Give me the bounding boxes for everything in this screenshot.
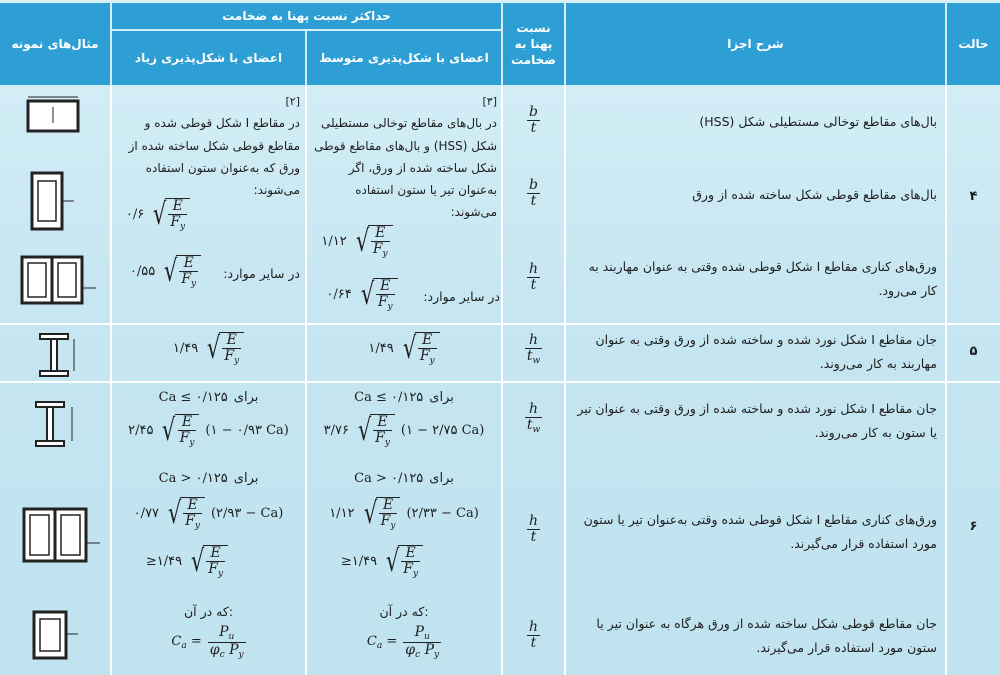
- desc-6-2: ورق‌های کناری مقاطع I شکل قوطی شده وقتی به‌عنوان تیر یا ستون مورد استفاده قرار می‌گیرند.: [583, 512, 937, 551]
- high-f2-coef: ۰/۷۷: [133, 505, 160, 521]
- moderate-4-coef1: ۱/۱۲: [321, 233, 347, 249]
- high-5-formula: ۱/۴۹ √ $\frac{E}{F_y}$: [112, 332, 305, 366]
- header-high: [112, 31, 305, 85]
- header-examples: مثال‌های نمونه: [0, 3, 110, 85]
- header-max-ratio: حداکثر نسبت پهنا به ضخامت: [112, 3, 501, 29]
- high-6-f2: ۰/۷۷ √ $\frac{E}{F_y}$ (۲/۹۳ − Ca): [133, 496, 284, 532]
- header-high-label: اعضای با شکل‌پذیری زیاد: [134, 50, 283, 65]
- high-6-f1: ۲/۴۵ √ $\frac{E}{F_y}$ (۱ − ۰/۹۳ Ca): [128, 413, 289, 449]
- high-5-coef: ۱/۴۹: [172, 340, 199, 356]
- cond2: Ca > ۰/۱۲۵: [354, 471, 424, 486]
- cond1: Ca ≤ ۰/۱۲۵: [354, 390, 424, 405]
- moderate-4-formula-2: ۰/۶۴ √ $\frac{E}{F_y}$: [312, 278, 412, 312]
- high-4-coef2: ۰/۵۵: [129, 263, 156, 279]
- moderate-f3: ≥۱/۴۹: [340, 553, 378, 569]
- ratio-den: t: [530, 528, 537, 545]
- moderate-6-f1: ۳/۷۶ √ $\frac{E}{F_y}$ (۱ − ۲/۷۵ Ca): [323, 413, 485, 449]
- for-label: برای: [233, 390, 259, 405]
- desc-5: جان مقاطع I شکل نورد شده و ساخته شده از ورق وقتی به عنوان مهاربند به کار می‌روند.: [595, 332, 937, 371]
- i-section-web-icon: [22, 396, 84, 452]
- boxed-i-section-icon: [10, 252, 102, 310]
- moderate-6-where: که در آن:: [379, 604, 429, 619]
- high-6-cond1: [112, 386, 305, 411]
- ratio-4-3: [503, 262, 564, 292]
- ratio-den: t: [530, 276, 537, 293]
- moderate-4-coef2: ۰/۶۴: [326, 286, 352, 302]
- ratio-4-1: [503, 105, 564, 135]
- moderate-4-ref: [۳]: [482, 95, 497, 108]
- cond1: Ca ≤ ۰/۱۲۵: [158, 390, 228, 405]
- moderate-4-text: در بال‌های مقاطع توخالی مستطیلی شکل (HSS) و بال‌های مقاطع قوطی شکل ساخته شده از ورق، اگر به‌عنوان تیر یا ستون استفاده می‌شوند:: [314, 116, 497, 220]
- ratio-5: $\frac{h}{t_w}$: [526, 332, 541, 366]
- moderate-6-ca: $C_a$ = $\frac{P_u}{\varphi_c P_y}$: [366, 624, 440, 661]
- ratio-num: h: [525, 402, 542, 418]
- moderate-6-f2: ۱/۱۲ √ $\frac{E}{F_y}$ (۲/۳۳ − Ca): [329, 496, 479, 532]
- hss-rect-icon: [20, 93, 90, 138]
- for-label: برای: [429, 390, 454, 405]
- moderate-4-other: در سایر موارد:: [423, 289, 500, 304]
- box-section-2-icon: [20, 606, 90, 666]
- high-4: [118, 92, 300, 201]
- ratio-num: h: [525, 333, 542, 349]
- high-f2-tail: (۲/۹۳ − Ca): [210, 505, 284, 521]
- high-4-formula-2: ۰/۵۵ √ $\frac{E}{F_y}$: [118, 255, 213, 289]
- moderate-f2-tail: (۲/۳۳ − Ca): [406, 505, 479, 521]
- i-section-icon: [22, 330, 84, 380]
- high-f1-coef: ۲/۴۵: [128, 422, 154, 438]
- boxed-i-section-2-icon: [10, 505, 106, 569]
- ratio-den: t: [530, 119, 537, 136]
- for-label: برای: [233, 471, 259, 486]
- moderate-f2-coef: ۱/۱۲: [329, 505, 355, 521]
- moderate-f1-tail: (۱ − ۲/۷۵ Ca): [400, 422, 485, 438]
- moderate-4-formula-1: ۱/۱۲ √ $\frac{E}{F_y}$: [312, 225, 402, 259]
- moderate-5-coef: ۱/۴۹: [368, 340, 394, 356]
- moderate-5-formula: ۱/۴۹ √ $\frac{E}{F_y}$: [307, 332, 501, 366]
- ratio-num: b: [529, 177, 538, 193]
- ratio-num: h: [528, 513, 539, 529]
- high-6-f3: ≥۱/۴۹ √ $\frac{E}{F_y}$: [112, 545, 262, 579]
- case-6: ۶: [969, 519, 978, 534]
- desc-4-3: ورق‌های کناری مقاطع I شکل قوطی شده وقتی به عنوان مهاربند به کار می‌رود.: [588, 259, 937, 298]
- ratio-6-1: $\frac{h}{t_w}$: [526, 401, 541, 435]
- ratio-num: h: [528, 261, 539, 277]
- case-4: ۴: [969, 189, 978, 204]
- moderate-6-cond1: [307, 386, 501, 411]
- desc-4-1: بال‌های مقاطع توخالی مستطیلی شکل (HSS): [699, 114, 937, 129]
- ratio-6-3: [503, 620, 564, 650]
- high-6-cond2: [112, 467, 305, 492]
- ratio-6-2: [503, 514, 564, 544]
- high-f3: ≥۱/۴۹: [145, 553, 183, 569]
- high-4-text: در مقاطع I شکل قوطی شده و مقاطع قوطی شکل ساخته شده از ورق که به‌عنوان ستون استفاده می‌شوند:: [128, 116, 300, 197]
- high-6-ca: $C_a$ = $\frac{P_u}{\varphi_c P_y}$: [171, 624, 244, 661]
- box-section-icon: [22, 165, 82, 235]
- moderate-4: [312, 92, 497, 223]
- desc-6-3: جان مقاطع قوطی شکل ساخته شده از ورق هرگاه به عنوان تیر یا ستون مورد استفاده قرار می‌گیرند.: [596, 616, 937, 655]
- high-f1-tail: (۱ − ۰/۹۳ Ca): [205, 422, 289, 438]
- header-moderate: [307, 31, 501, 85]
- high-6-where: که در آن:: [183, 604, 234, 619]
- high-4-formula-1: ۰/۶ √ $\frac{E}{F_y}$: [118, 198, 198, 232]
- header-state: حالت: [947, 3, 1000, 85]
- desc-4-2: بال‌های مقاطع قوطی شکل ساخته شده از ورق: [692, 187, 937, 202]
- ratio-den: t: [530, 192, 537, 209]
- ratio-den: t: [530, 634, 537, 651]
- moderate-f1-coef: ۳/۷۶: [323, 422, 349, 438]
- header-moderate-label: اعضای با شکل‌پذیری متوسط: [319, 50, 489, 65]
- case-5: ۵: [969, 344, 978, 359]
- moderate-6-cond2: [307, 467, 501, 492]
- header-ratio: نسبت پهنا به ضخامت: [503, 3, 564, 85]
- ratio-4-2: [503, 178, 564, 208]
- ratio-num: b: [529, 104, 538, 120]
- moderate-6-f3: ≥۱/۴۹ √ $\frac{E}{F_y}$: [307, 545, 457, 579]
- for-label: برای: [429, 471, 454, 486]
- high-4-ref: [۲]: [285, 95, 300, 108]
- header-description: شرح اجزا: [566, 3, 945, 85]
- cond2: Ca > ۰/۱۲۵: [158, 471, 228, 486]
- high-4-other: در سایر موارد:: [223, 266, 300, 281]
- desc-6-1: جان مقاطع I شکل نورد شده و ساخته شده از ورق وقتی به عنوان تیر یا ستون به کار می‌روند.: [577, 401, 937, 440]
- ratio-num: h: [528, 619, 539, 635]
- high-4-coef1: ۰/۶: [125, 206, 145, 222]
